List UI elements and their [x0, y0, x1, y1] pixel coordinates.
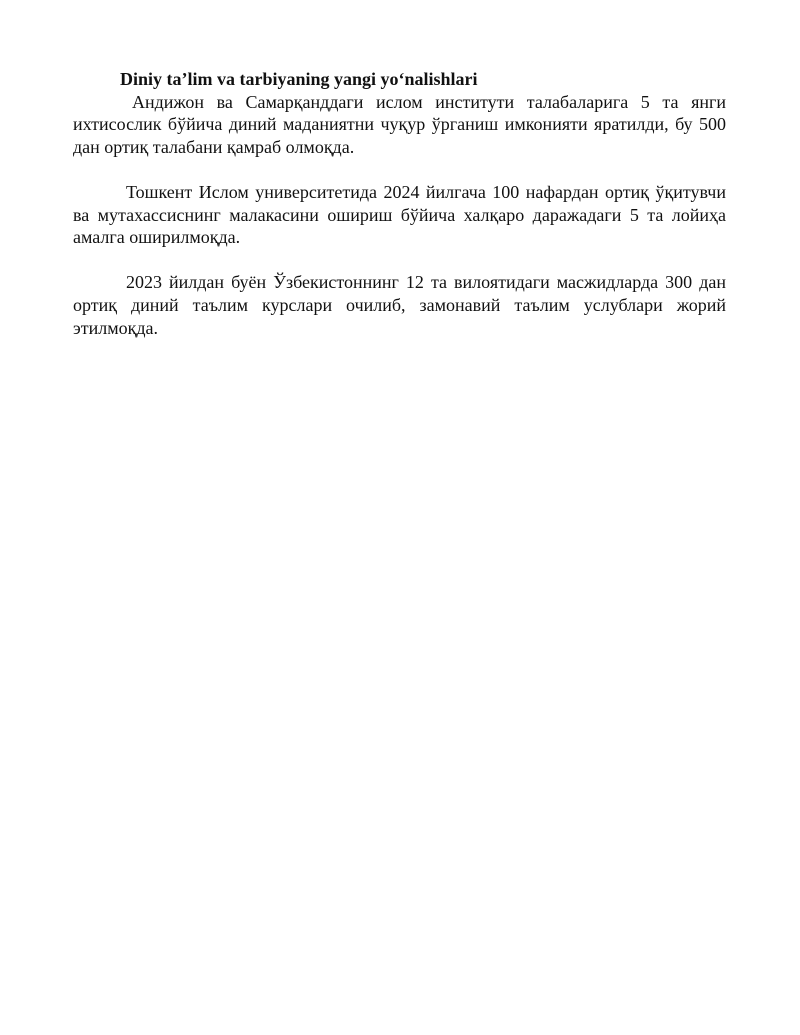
paragraph-andijan-samarkand: Андижон ва Самарқанддаги ислом институти талабаларига 5 та янги ихтисослик бўйича диний маданиятни чуқур ўрганиш имконияти яратилди, бу 500 дан ортиқ талабани қамраб олмоқда.	[73, 91, 726, 157]
paragraph-spacer	[73, 249, 726, 272]
paragraph-tashkent-university: Тошкент Ислом университетида 2024 йилгача 100 нафардан ортиқ ўқитувчи ва мутахассиснинг малакасини ошириш бўйича халқаро даражадаги 5 та лойиҳа амалга оширилмоқда.	[73, 181, 726, 248]
paragraph-mosque-courses: 2023 йилдан буён Ўзбекистоннинг 12 та вилоятидаги масжидларда 300 дан ортиқ диний таълим курслари очилиб, замонавий таълим услублари жорий этилмоқда.	[73, 272, 726, 338]
document-body	[73, 68, 726, 339]
paragraph-spacer	[73, 158, 726, 181]
document-title: Diniy ta’lim va tarbiyaning yangi yo‘nalishlari	[120, 69, 478, 89]
